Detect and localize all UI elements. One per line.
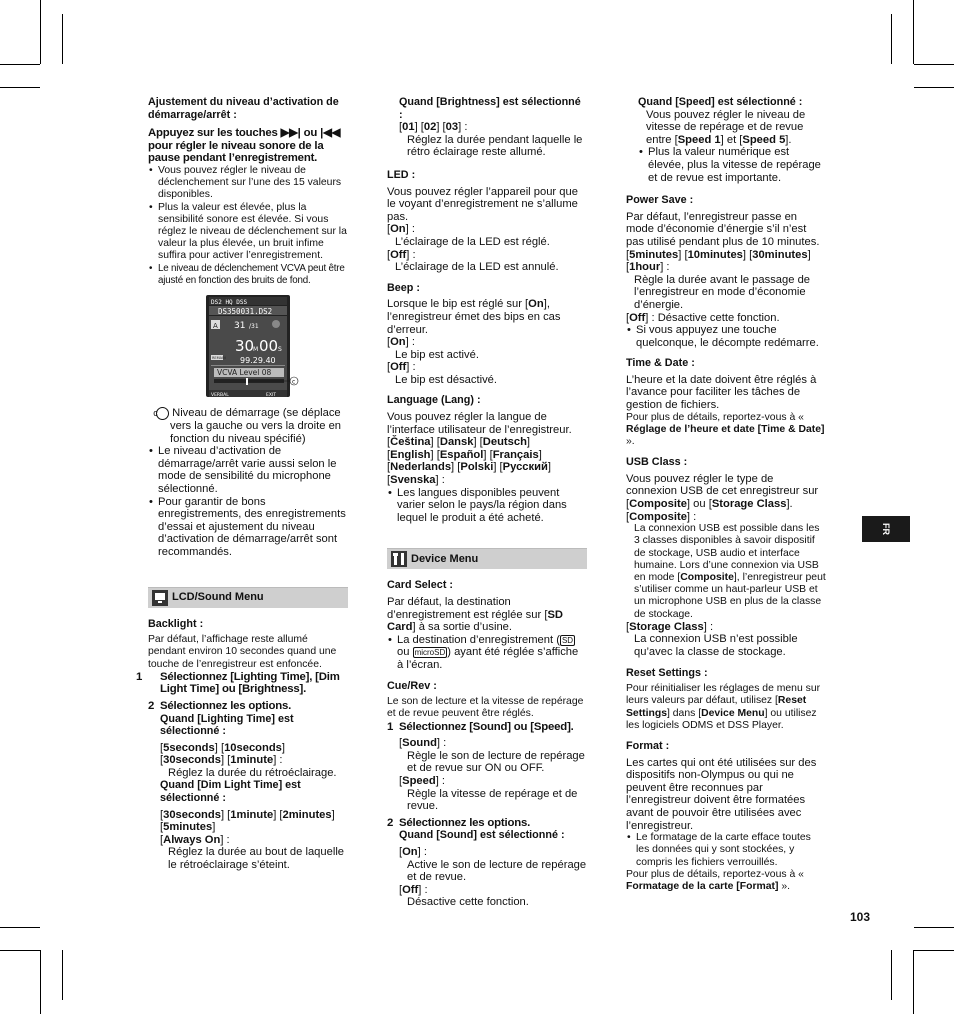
cue-rev-text: Le son de lecture et la vitesse de repérage et de revue peuvent être réglés. — [387, 696, 584, 720]
file-count-total: /31 — [249, 323, 259, 330]
power-save-desc: Règle la durée avant le passage de l’enregistreur en mode d’économie d’énergie. — [634, 273, 811, 311]
format-text: Les cartes qui ont été utilisées sur des dispositifs non-Olympus ou qui ne peuvent être reconnues par l’enregistreur doivent être formatées avant de pouvoir être utilisées avec l’enregistreur. — [626, 756, 817, 832]
backlight-heading: Backlight : — [148, 617, 204, 630]
card-select-heading: Card Select : — [387, 579, 454, 592]
power-bullets — [626, 324, 826, 349]
callout-marker: c — [292, 378, 296, 386]
lighting-time-heading: Quand [Lighting Time] est sélectionné : — [160, 712, 294, 738]
remain-label: REMAIN — [212, 356, 226, 360]
crop-mark — [891, 14, 892, 64]
lcd-sound-menu-section — [148, 587, 348, 608]
speed-option: [Speed] : — [399, 774, 446, 787]
right-softkey-label: EXIT — [266, 393, 277, 398]
reset-settings-heading: Reset Settings : — [626, 666, 708, 679]
forward-skip-icon: ▶▶| — [280, 127, 301, 140]
tools-icon — [391, 551, 407, 567]
language-options: [Čeština] [Dansk] [Deutsch] [English] [Español] [Français] [Nederlands] [Polski] [Русский] [Svenska] : — [387, 436, 551, 487]
power-save-text: Par défaut, l’enregistreur passe en mode d’économie d’énergie s’il n’est pas utilisé pendant plus de 10 minutes. — [626, 210, 820, 248]
monitor-icon — [152, 590, 168, 606]
cue-rev-heading: Cue/Rev : — [387, 679, 437, 692]
crop-mark — [914, 64, 954, 65]
lighting-time-desc: Réglez la durée du rétroéclairage. — [168, 766, 337, 779]
format-heading: Format : — [626, 740, 670, 753]
time-seconds: 00 — [259, 337, 279, 355]
sd-card-icon: SD — [561, 635, 574, 645]
composite-option: [Composite] : — [626, 510, 697, 523]
crop-mark — [0, 927, 40, 928]
column-3 — [626, 96, 826, 893]
list-item: • Si vous appuyez une touche quelconque, le décompte redémarre. — [636, 324, 826, 349]
led-text: Vous pouvez régler l’appareil pour que le voyant d’enregistrement ne s’allume pas. — [387, 185, 578, 223]
list-item: • Pour garantir de bons enregistrements, des enregistrements d’essai et ajustement du niveau d’activation de démarrage/arrêt sont recommandés. — [158, 496, 348, 559]
composite-desc: La connexion USB est possible dans les 3 classes disponibles à savoir dispositif de stockage, USB audio et interface humaine. Lors d’une connexion via USB en mode [Composite], l’enregistreur peut s’utiliser comme un haut-parleur USB et un microphone USB en plus de la classe de stockage. — [634, 523, 826, 620]
beep-on-desc: Le bip est activé. — [395, 348, 479, 361]
left-softkey-label: VERBAL — [211, 393, 229, 398]
crop-mark — [913, 0, 914, 64]
crop-mark — [0, 950, 40, 951]
press-keys-instruction: Appuyez sur les touches ▶▶| ou |◀◀ pour régler le niveau sonore de la pause pendant l’enregistrement. — [148, 127, 341, 165]
dim-light-heading: Quand [Dim Light Time] est sélectionné : — [160, 779, 301, 805]
time-date-ref: Pour plus de détails, reportez-vous à « Réglage de l’heure et date [Time & Date] ». — [626, 411, 825, 448]
brightness-desc: Réglez la durée pendant laquelle le rétro éclairage reste allumé. — [407, 133, 583, 159]
storage-desc: La connexion USB n’est possible qu’avec la classe de stockage. — [634, 633, 798, 659]
microsd-card-icon: microSD — [414, 648, 446, 658]
crop-mark — [40, 0, 41, 64]
card-bullets — [387, 634, 587, 672]
folder-letter: A — [213, 322, 218, 330]
callout-c-icon: c — [156, 407, 169, 420]
beep-on: [On] : — [387, 336, 415, 349]
crop-mark — [914, 87, 954, 88]
sound-on-desc: Active le son de lecture de repérage et de revue. — [407, 858, 587, 884]
speed-selected-text: Vous pouvez régler le niveau de vitesse de repérage et de revue entre [Speed 1] et [Speed 5]. — [646, 108, 806, 146]
time-minutes: 30 — [235, 337, 255, 355]
beep-off: [Off] : — [387, 361, 416, 374]
language-bullets — [387, 487, 587, 525]
file-count: 31 — [234, 321, 246, 331]
list-item: • Les langues disponibles peuvent varier selon le pays/la région dans lequel le produit a été acheté. — [397, 487, 587, 525]
crop-mark — [914, 950, 954, 951]
dim-light-desc: Réglez la durée au bout de laquelle le rétroéclairage s’éteint. — [168, 846, 345, 872]
section-title: LCD/Sound Menu — [172, 591, 264, 604]
speed-selected-heading: Quand [Speed] est sélectionné : — [638, 96, 803, 108]
cue-step-2: 2 Sélectionnez les options. — [387, 816, 531, 829]
time-seconds-unit: S — [278, 346, 282, 353]
power-save-off: [Off] : Désactive cette fonction. — [626, 311, 780, 324]
bullet-list-a — [148, 165, 348, 287]
list-item: • La destination d’enregistrement ( SD ou microSD ) ayant été réglée s’affiche à l’écran. — [397, 634, 587, 672]
step-1: 1 Sélectionnez [Lighting Time], [Dim Light Time] ou [Brightness]. — [136, 670, 340, 696]
reset-settings-text: Pour réinitialiser les réglages de menu sur leurs valeurs par défaut, utilisez [Reset Settings] dans [Device Menu] ou utilisez les logiciels ODMS et DSS Player. — [626, 683, 821, 731]
recorder-display-svg — [204, 293, 304, 399]
cue-step-1: 1 Sélectionnez [Sound] ou [Speed]. — [387, 720, 574, 733]
device-menu-section — [387, 548, 587, 569]
backlight-text: Par défaut, l’affichage reste allumé pendant environ 10 secondes quand une touche de l’enregistreur est enfoncée. — [148, 634, 337, 670]
rewind-skip-icon: |◀◀ — [320, 127, 341, 140]
sound-on: [On] : — [399, 845, 427, 858]
beep-heading: Beep : — [387, 281, 420, 294]
list-item: • Plus la valeur est élevée, plus la sensibilité sonore est élevée. Si vous réglez le niveau de déclenchement sur la valeur la plus élevée, un bruit infime suffira pour activer l’enregistrement. — [158, 202, 348, 263]
column-1 — [136, 96, 348, 872]
sound-desc: Règle le son de lecture de repérage et de revue sur ON ou OFF. — [407, 749, 585, 775]
beep-off-desc: Le bip est désactivé. — [395, 373, 497, 386]
led-off-desc: L’éclairage de la LED est annulé. — [395, 261, 559, 274]
list-item: • Le formatage de la carte efface toutes les données qui y sont stockées, y compris les fichiers verrouillés. — [636, 832, 826, 869]
list-item: • Plus la valeur numérique est élevée, plus la vitesse de repérage et de revue est importante. — [648, 146, 826, 184]
list-item: • Le niveau de déclenchement VCVA peut être ajusté en fonction des bruits de fond. — [158, 263, 348, 287]
speed-bullets — [638, 146, 826, 184]
language-heading: Language (Lang) : — [387, 394, 481, 407]
list-item: • Vous pouvez régler le niveau de déclenchement sur l’une des 15 valeurs disponibles. — [158, 165, 348, 202]
sound-off-desc: Désactive cette fonction. — [407, 896, 529, 909]
language-side-tab: FR — [862, 516, 910, 542]
bullet-list-b — [148, 445, 348, 558]
vcva-level-text: VCVA Level 08 — [217, 368, 272, 377]
time-date-text: L’heure et la date doivent être réglés à l’avance pour faciliter les tâches de gestion de fichiers. — [626, 373, 817, 412]
sound-option: [Sound] : — [399, 737, 447, 750]
lighting-time-options: [5seconds] [10seconds] [30seconds] [1minute] : — [160, 741, 286, 767]
storage-option: [Storage Class] : — [626, 620, 714, 633]
format-bullets — [626, 832, 826, 869]
page-number: 103 — [850, 910, 871, 924]
start-level-indicator — [246, 378, 248, 385]
column-2 — [387, 96, 587, 909]
led-on: [On] : — [387, 223, 415, 236]
section-title: Device Menu — [411, 553, 479, 566]
remain-time: 99.29.40 — [240, 356, 276, 365]
filename-text: DS350031.DS2 — [218, 307, 273, 316]
language-text: Vous pouvez régler la langue de l’interface utilisateur de l’enregistreur. — [387, 411, 572, 436]
sound-off: [Off] : — [399, 883, 428, 896]
power-save-heading: Power Save : — [626, 194, 694, 207]
crop-mark — [62, 14, 63, 64]
usb-class-heading: USB Class : — [626, 456, 688, 469]
crop-mark — [0, 64, 40, 65]
crop-mark — [914, 927, 954, 928]
brightness-heading: Quand [Brightness] est sélectionné : — [399, 96, 581, 121]
card-select-text: Par défaut, la destination d’enregistrement est réglée sur [SD Card] à sa sortie d’usine. — [387, 596, 563, 634]
step-2: 2 Sélectionnez les options. — [148, 699, 292, 712]
crop-mark — [913, 950, 914, 1014]
sound-selected-heading: Quand [Sound] est sélectionné : — [399, 829, 565, 842]
led-off: [Off] : — [387, 248, 416, 261]
speed-desc: Règle la vitesse de repérage et de revue. — [407, 787, 578, 813]
led-heading: LED : — [387, 168, 416, 181]
led-on-desc: L’éclairage de la LED est réglé. — [395, 235, 550, 248]
crop-mark — [891, 950, 892, 1000]
time-date-heading: Time & Date : — [626, 357, 695, 370]
dim-light-options: [30seconds] [1minute] [2minutes] [5minutes] [Always On] : — [160, 808, 335, 846]
beep-text: Lorsque le bip est réglé sur [On], l’enregistreur émet des bips en cas d’erreur. — [387, 298, 561, 336]
activation-heading: Ajustement du niveau d’activation de démarrage/arrêt : — [148, 96, 339, 121]
top-icons-text: DS2 HQ DSS — [211, 299, 248, 306]
power-save-options: [5minutes] [10minutes] [30minutes] [1hour] : — [626, 248, 811, 274]
recorder-display-illustration — [204, 293, 304, 399]
time-minutes-unit: M — [253, 346, 259, 353]
list-item: • Le niveau d’activation de démarrage/arrêt varie aussi selon le mode de sensibilité du microphone sélectionné. — [158, 445, 348, 495]
crop-mark — [62, 950, 63, 1000]
crop-mark — [0, 87, 40, 88]
format-ref: Pour plus de détails, reportez-vous à « Formatage de la carte [Format] ». — [626, 868, 804, 893]
crop-mark — [40, 950, 41, 1014]
callout-description: c Niveau de démarrage (se déplace vers la gauche ou vers la droite en fonction du niveau spécifié) — [153, 407, 342, 445]
usb-class-text: Vous pouvez régler le type de connexion USB de cet enregistreur sur [Composite] ou [Storage Class]. — [626, 472, 819, 511]
brightness-options: [01] [02] [03] : — [399, 121, 468, 134]
